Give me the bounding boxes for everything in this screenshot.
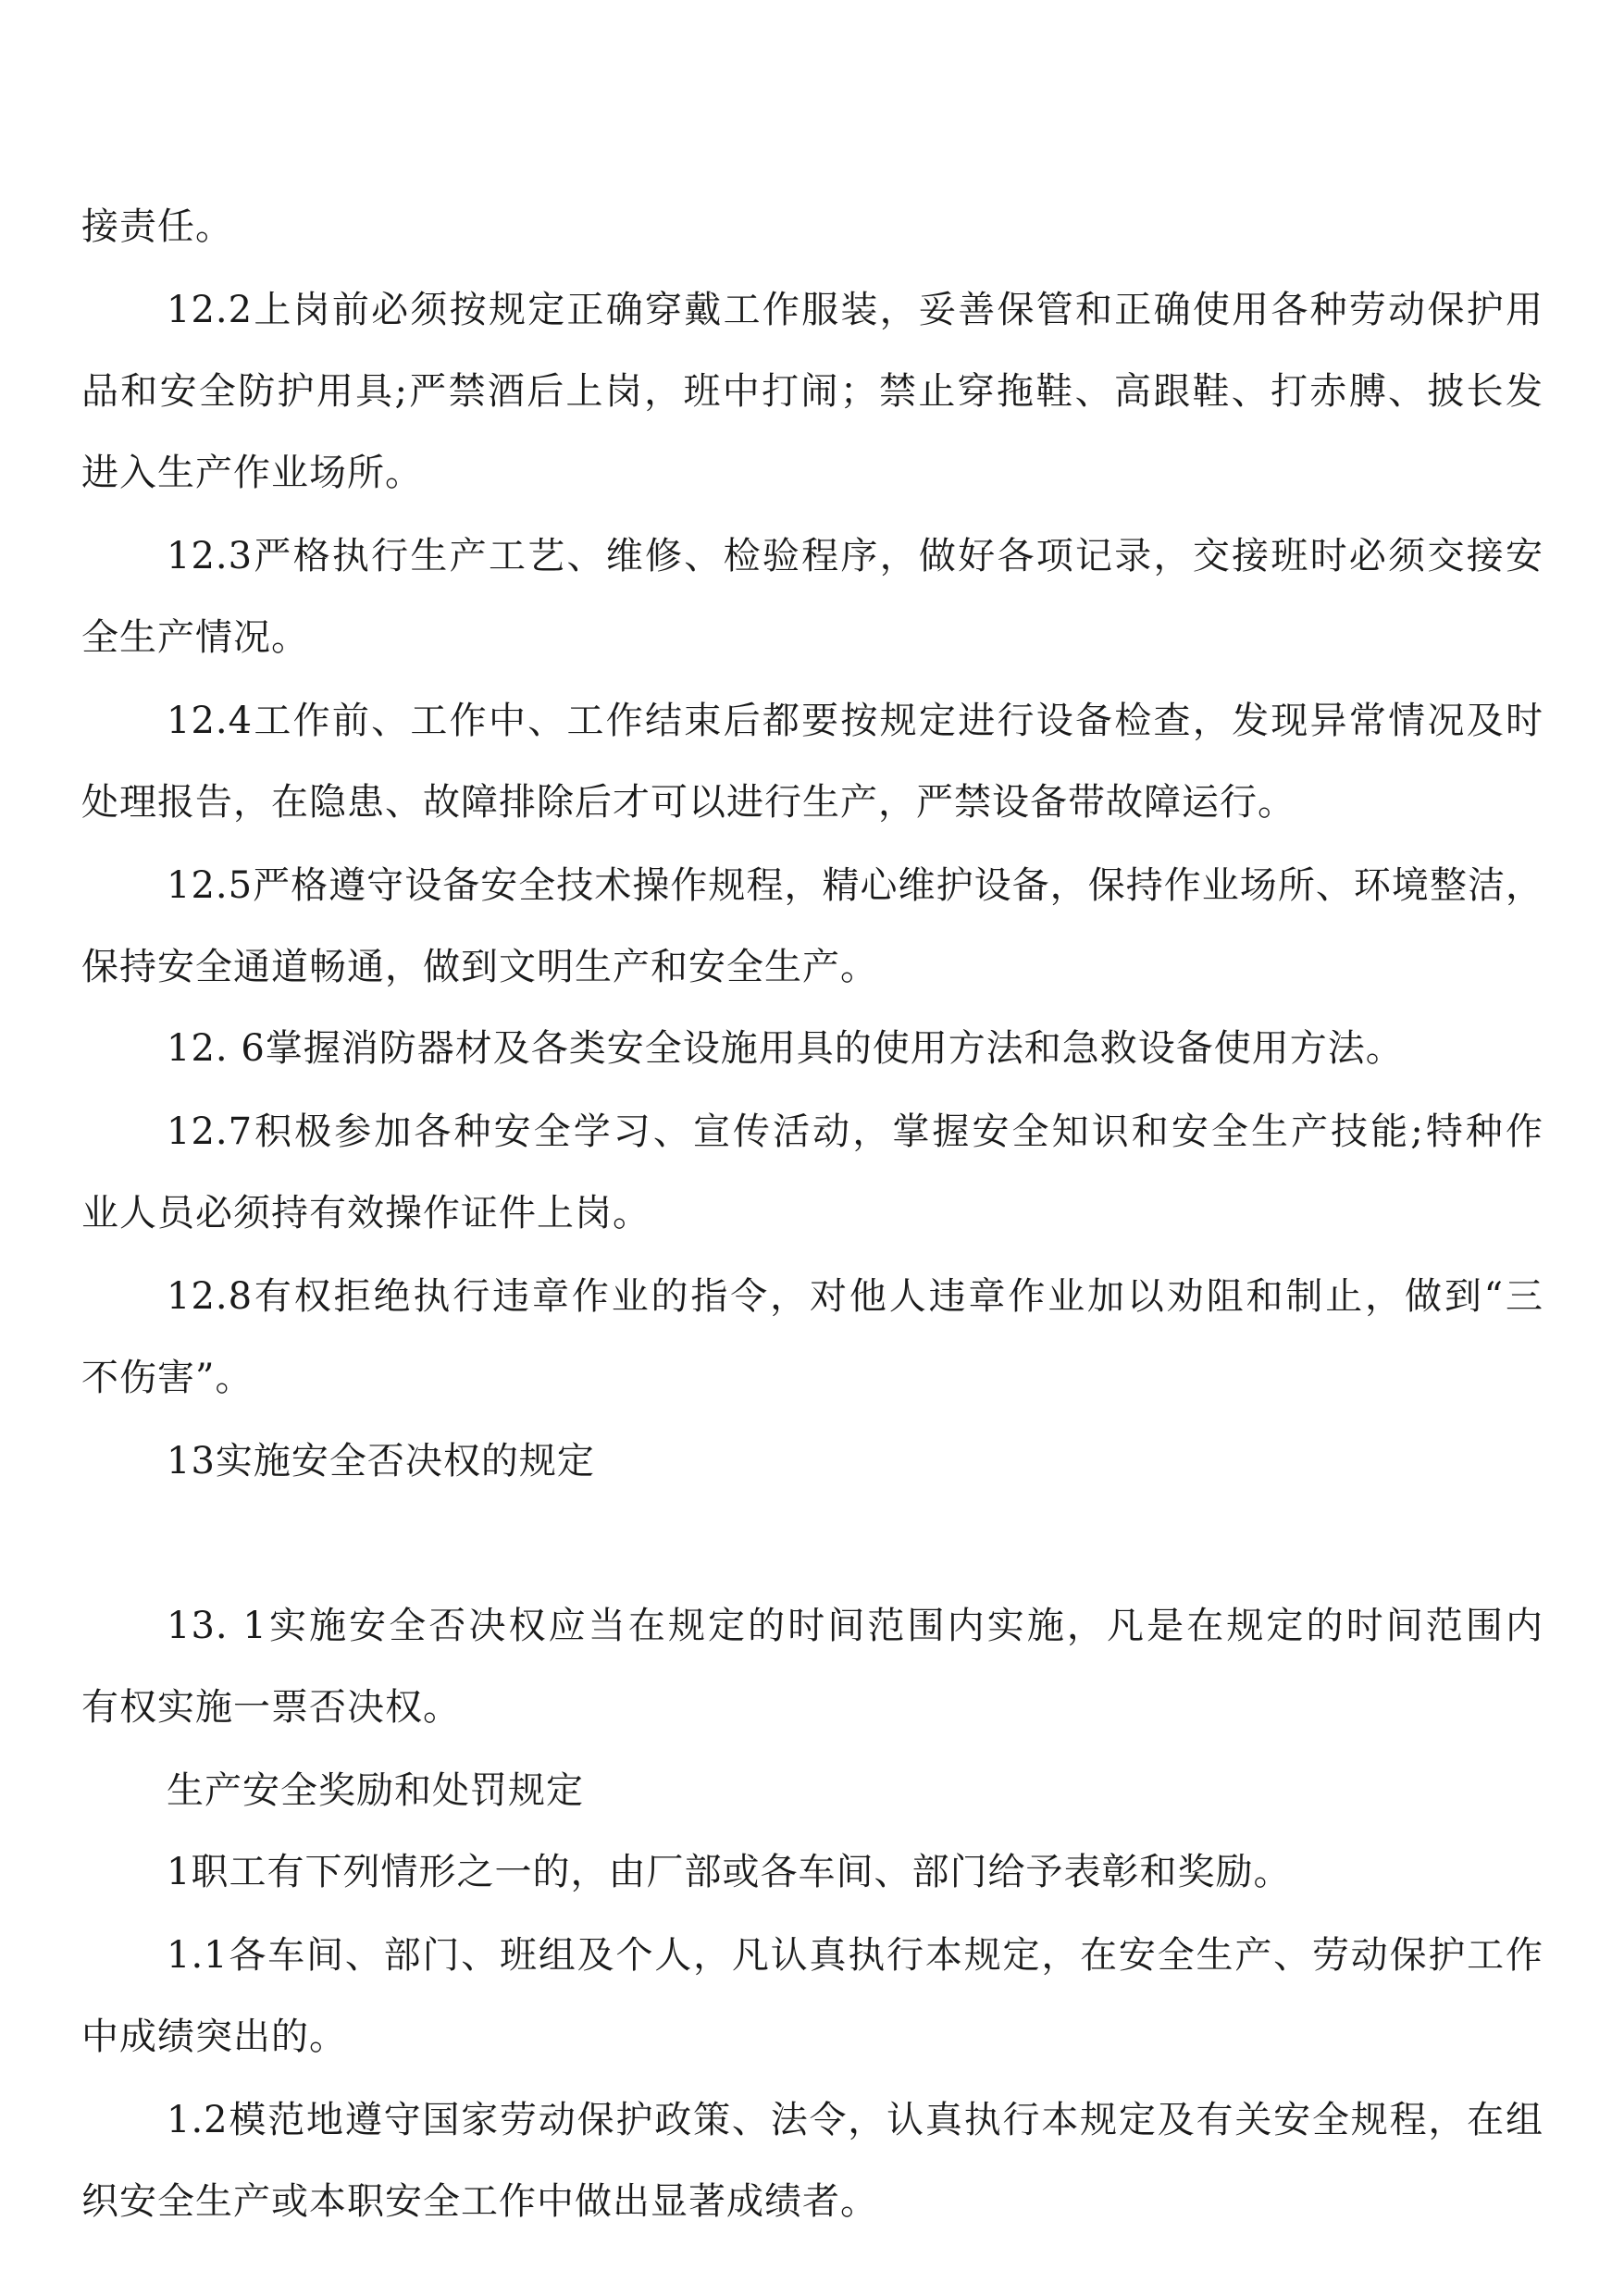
text-line: 织安全生产或本职安全工作中做出显著成绩者。 (81, 2180, 878, 2223)
text-line: 12.2上岗前必须按规定正确穿戴工作服装，妥善保管和正确使用各种劳动保护用 (167, 289, 1543, 331)
text-line: 不伤害”。 (81, 1357, 254, 1399)
text-line: 12.7积极参加各种安全学习、宣传活动，掌握安全知识和安全生产技能;特种作 (167, 1110, 1543, 1153)
text-line: 12. 6掌握消防器材及各类安全设施用具的使用方法和急救设备使用方法。 (167, 1027, 1404, 1070)
text-line: 1.1各车间、部门、班组及个人，凡认真执行本规定，在安全生产、劳动保护工作 (167, 1934, 1543, 1977)
text-line: 12.3严格执行生产工艺、维修、检验程序，做好各项记录，交接班时必须交接安 (167, 535, 1543, 577)
text-line: 进入生产作业场所。 (81, 452, 423, 494)
text-line: 品和安全防护用具;严禁酒后上岗，班中打闹；禁止穿拖鞋、高跟鞋、打赤膊、披长发 (81, 370, 1543, 413)
text-line: 12.5严格遵守设备安全技术操作规程，精心维护设备，保持作业场所、环境整洁， (167, 864, 1543, 907)
text-line: 12.4工作前、工作中、工作结束后都要按规定进行设备检查，发现异常情况及时 (167, 700, 1543, 742)
section-heading: 13实施安全否决权的规定 (167, 1440, 595, 1482)
text-line: 接责任。 (81, 205, 233, 248)
text-line: 保持安全通道畅通，做到文明生产和安全生产。 (81, 946, 878, 988)
text-line: 全生产情况。 (81, 616, 309, 659)
text-line: 有权实施一票否决权。 (81, 1686, 461, 1729)
text-line: 13. 1实施安全否决权应当在规定的时间范围内实施，凡是在规定的时间范围内 (167, 1605, 1543, 1647)
text-line: 处理报告，在隐患、故障排除后才可以进行生产，严禁设备带故障运行。 (81, 781, 1295, 824)
text-line: 12.8有权拒绝执行违章作业的指令，对他人违章作业加以劝阻和制止，做到“三 (167, 1275, 1543, 1318)
text-line: 1.2模范地遵守国家劳动保护政策、法令，认真执行本规定及有关安全规程，在组 (167, 2099, 1543, 2141)
text-line: 1职工有下列情形之一的，由厂部或各车间、部门给予表彰和奖励。 (167, 1851, 1292, 1893)
section-heading: 生产安全奖励和处罚规定 (167, 1769, 584, 1812)
text-line: 业人员必须持有效操作证件上岗。 (81, 1192, 651, 1234)
text-line: 中成绩突出的。 (81, 2016, 347, 2058)
